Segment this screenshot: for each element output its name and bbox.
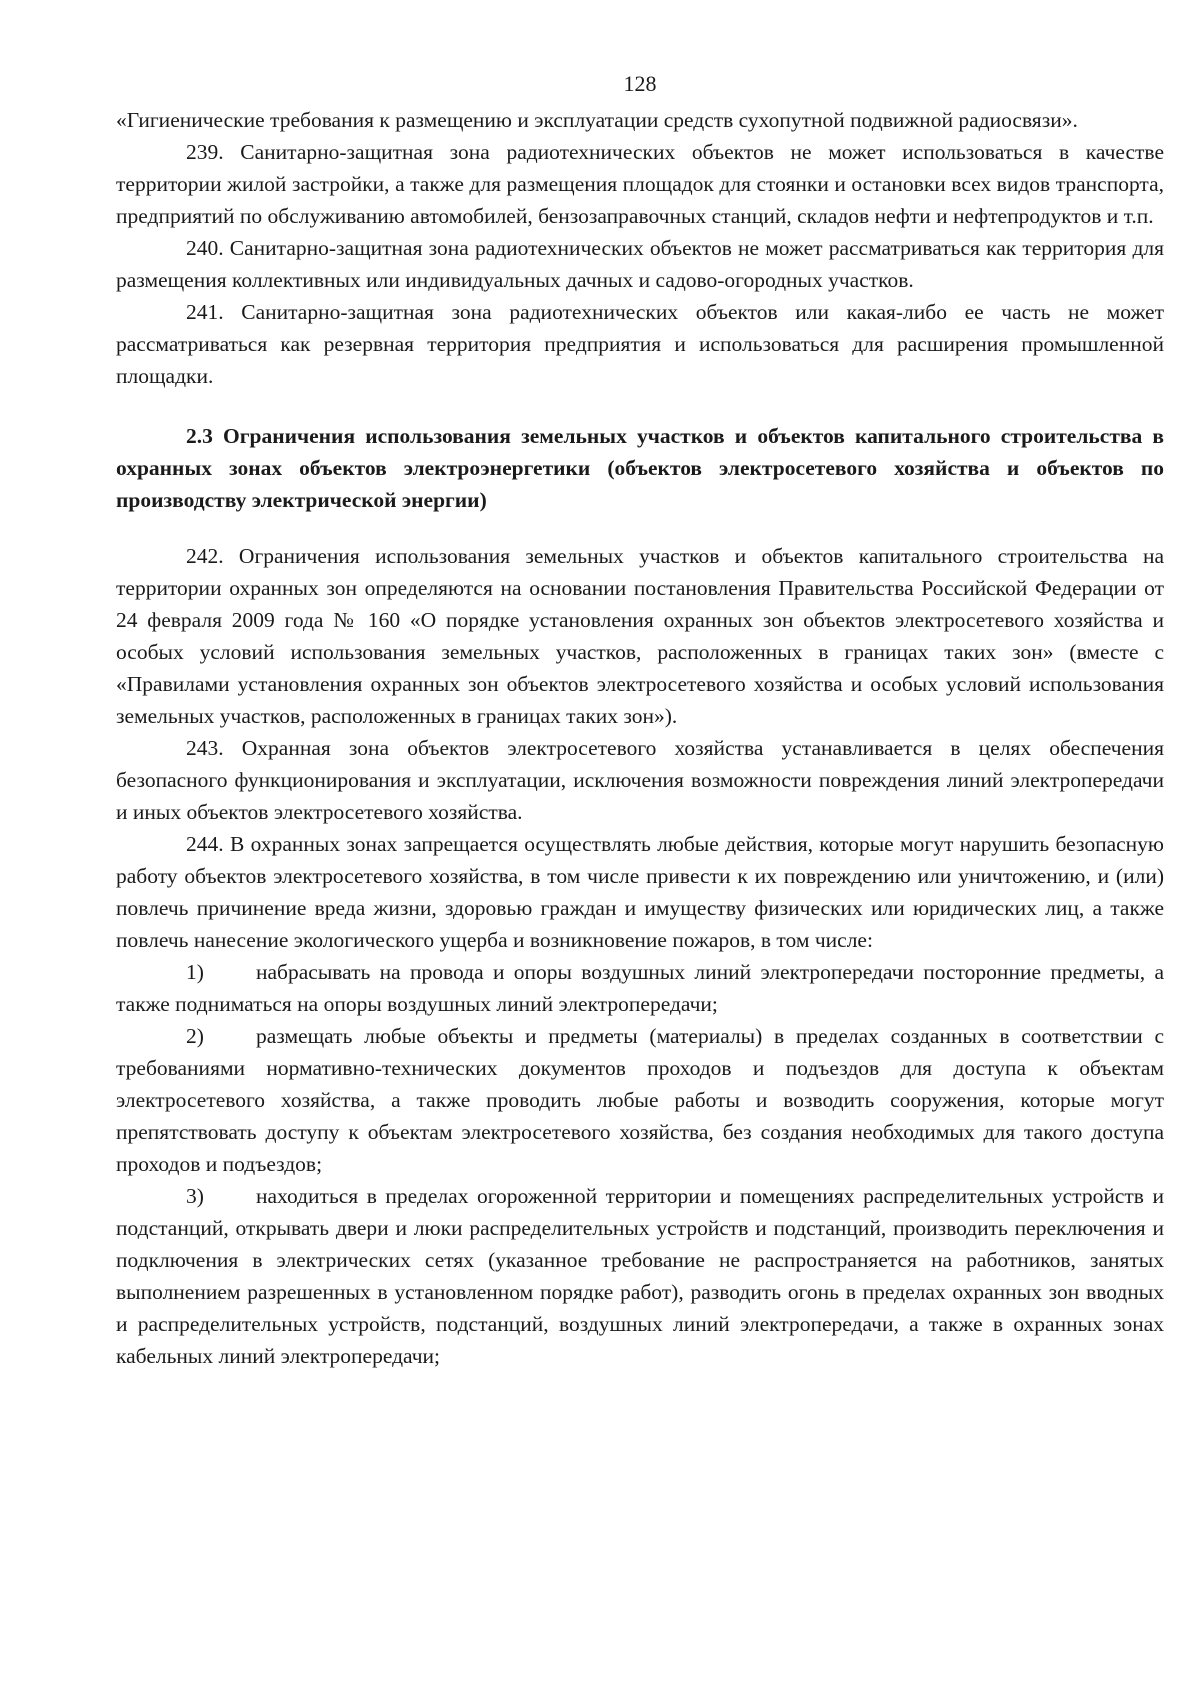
list-number: 3): [186, 1184, 204, 1208]
document-page: [116, 70, 1164, 1372]
list-item-text: находиться в пределах огороженной территории и помещениях распределительных устройств и подстанций, открывать двери и люки распределительных устройств и подстанций, производить переключения и подключения в электрических сетях (указанное требование не распространяется на работников, занятых выполнением разрешенных в установленном порядке работ), разводить огонь в пределах охранных зон вводных и распределительных устройств, подстанций, воздушных линий электропередачи, а также в охранных зонах кабельных линий электропередачи;: [116, 1184, 1164, 1368]
list-item-2: [116, 1020, 1164, 1180]
paragraph-243: 243. Охранная зона объектов электросетевого хозяйства устанавливается в целях обеспечения безопасного функционирования и эксплуатации, исключения возможности повреждения линий электропередачи и иных объектов электросетевого хозяйства.: [116, 736, 1164, 824]
list-item-1: [116, 956, 1164, 1020]
paragraph-244: 244. В охранных зонах запрещается осуществлять любые действия, которые могут нарушить безопасную работу объектов электросетевого хозяйства, в том числе привести к их повреждению или уничтожению, и (или) повлечь причинение вреда жизни, здоровью граждан и имуществу физических или юридических лиц, а также повлечь нанесение экологического ущерба и возникновение пожаров, в том числе:: [116, 832, 1164, 952]
paragraph-239: 239. Санитарно-защитная зона радиотехнических объектов не может использоваться в качестве территории жилой застройки, а также для размещения площадок для стоянки и остановки всех видов транспорта, предприятий по обслуживанию автомобилей, бензозаправочных станций, складов нефти и нефтепродуктов и т.п.: [116, 140, 1164, 228]
paragraph-241: 241. Санитарно-защитная зона радиотехнических объектов или какая-либо ее часть не может рассматриваться как резервная территория предприятия и использоваться для расширения промышленной площадки.: [116, 300, 1164, 388]
list-item-3: [116, 1180, 1164, 1372]
list-number: 1): [186, 960, 204, 984]
paragraph-242: 242. Ограничения использования земельных участков и объектов капитального строительства на территории охранных зон определяются на основании постановления Правительства Российской Федерации от 24 февраля 2009 года № 160 «О порядке установления охранных зон объектов электросетевого хозяйства и особых условий использования земельных участков, расположенных в границах таких зон» (вместе с «Правилами установления охранных зон объектов электросетевого хозяйства и особых условий использования земельных участков, расположенных в границах таких зон»).: [116, 544, 1164, 728]
list-item-text: набрасывать на провода и опоры воздушных линий электропередачи посторонние предметы, а также подниматься на опоры воздушных линий электропередачи;: [116, 960, 1164, 1016]
list-number: 2): [186, 1024, 204, 1048]
paragraph-intro: «Гигиенические требования к размещению и эксплуатации средств сухопутной подвижной радиосвязи».: [116, 108, 1078, 132]
page-number: 128: [623, 71, 657, 96]
list-item-text: размещать любые объекты и предметы (материалы) в пределах созданных в соответствии с требованиями нормативно-технических документов проходов и подъездов для доступа к объектам электросетевого хозяйства, а также проводить любые работы и возводить сооружения, которые могут препятствовать доступу к объектам электросетевого хозяйства, без создания необходимых для такого доступа проходов и подъездов;: [116, 1024, 1164, 1176]
paragraph-240: 240. Санитарно-защитная зона радиотехнических объектов не может рассматриваться как территория для размещения коллективных или индивидуальных дачных и садово-огородных участков.: [116, 236, 1164, 292]
section-heading: 2.3 Ограничения использования земельных участков и объектов капитального строительства в охранных зонах объектов электроэнергетики (объектов электросетевого хозяйства и объектов по производству электрической энергии): [116, 424, 1164, 512]
